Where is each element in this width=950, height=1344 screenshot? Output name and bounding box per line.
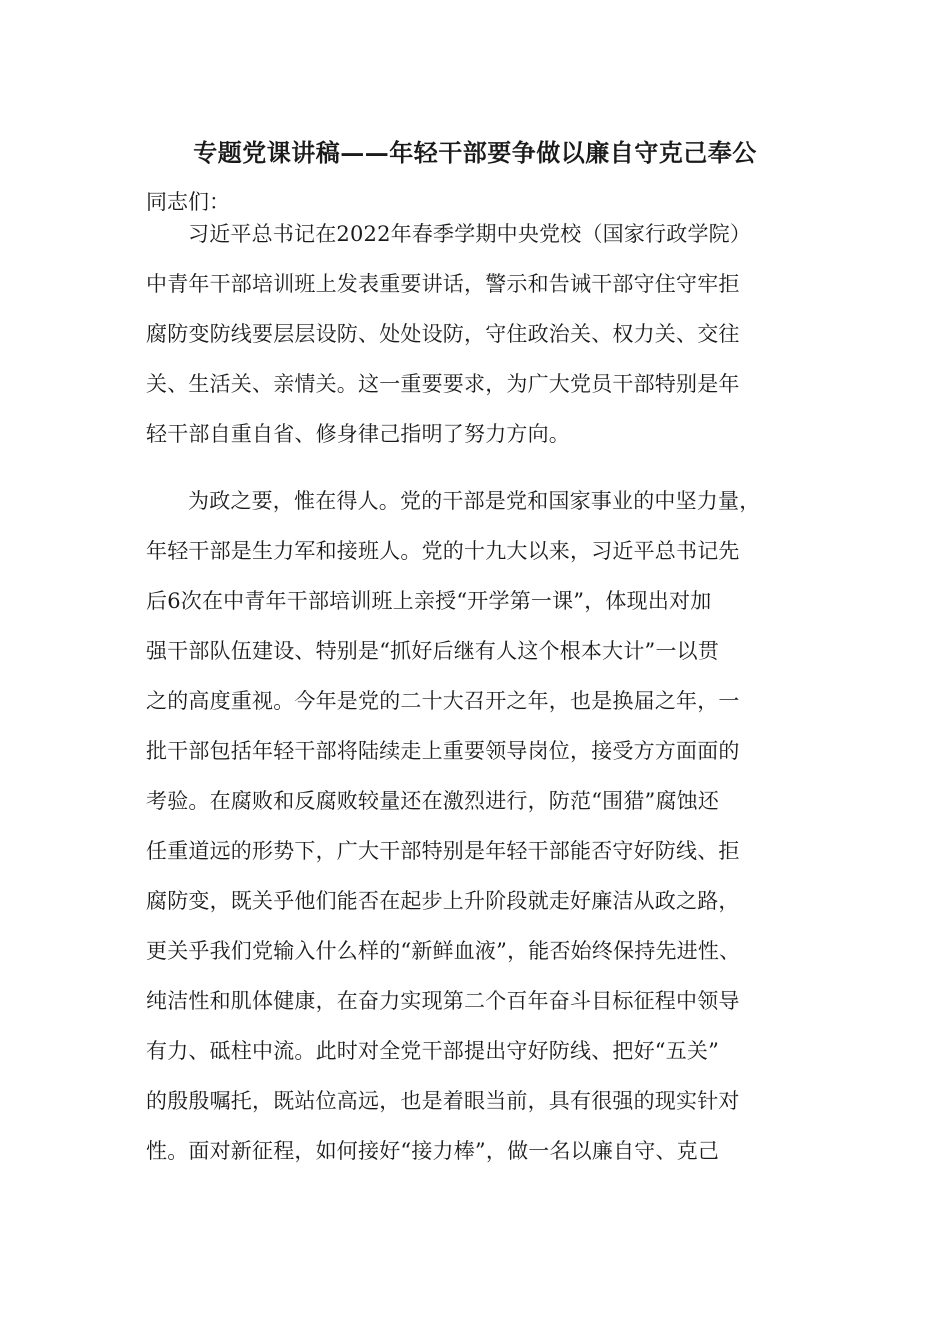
paragraph-2-line-11: 纯洁性和肌体健康，在奋力实现第二个百年奋斗目标征程中领导: [146, 989, 740, 1013]
paragraph-2-line-12: 有力、砥柱中流。此时对全党干部提出守好防线、把好“五关”: [146, 1039, 720, 1063]
paragraph-1-line-4: 关、生活关、亲情关。这一重要要求，为广大党员干部特别是年: [146, 372, 740, 396]
paragraph-2-line-4: 强干部队伍建设、特别是“抓好后继有人这个根本大计”一以贯: [146, 639, 720, 663]
paragraph-2-line-7: 考验。在腐败和反腐败较量还在激烈进行，防范“围猎”腐蚀还: [146, 789, 720, 813]
paragraph-2-line-9: 腐防变，既关乎他们能否在起步上升阶段就走好廉洁从政之路，: [146, 889, 740, 913]
paragraph-2-line-2: 年轻干部是生力军和接班人。党的十九大以来，习近平总书记先: [146, 539, 740, 563]
paragraph-2-line-14: 性。面对新征程，如何接好“接力棒”，做一名以廉自守、克己: [146, 1139, 720, 1163]
paragraph-1-line-3: 腐防变防线要层层设防、处处设防，守住政治关、权力关、交往: [146, 322, 740, 346]
document-body: [146, 209, 826, 1176]
paragraph-1-line-1: 习近平总书记在2022年春季学期中央党校（国家行政学院）: [188, 222, 752, 246]
paragraph-1-line-5: 轻干部自重自省、修身律己指明了努力方向。: [146, 422, 570, 446]
document-title: 专题党课讲稿——年轻干部要争做以廉自守克己奉公: [193, 138, 757, 167]
paragraph-1-line-2: 中青年干部培训班上发表重要讲话，警示和告诫干部守住守牢拒: [146, 272, 740, 296]
paragraph-2-line-10: 更关乎我们党输入什么样的“新鲜血液”，能否始终保持先进性、: [146, 939, 741, 963]
salutation: 同志们：: [146, 190, 230, 214]
paragraph-2-line-5: 之的高度重视。今年是党的二十大召开之年，也是换届之年，一: [146, 689, 740, 713]
paragraph-2-line-8: 任重道远的形势下，广大干部特别是年轻干部能否守好防线、拒: [146, 839, 740, 863]
paragraph-2-line-6: 批干部包括年轻干部将陆续走上重要领导岗位，接受方方面面的: [146, 739, 740, 763]
paragraph-2-line-3: 后6次在中青年干部培训班上亲授“开学第一课”，体现出对加: [146, 589, 712, 613]
paragraph-2-line-13: 的殷殷嘱托，既站位高远，也是着眼当前，具有很强的现实针对: [146, 1089, 740, 1113]
paragraph-2-line-1: 为政之要，惟在得人。党的干部是党和国家事业的中坚力量，: [188, 489, 761, 513]
